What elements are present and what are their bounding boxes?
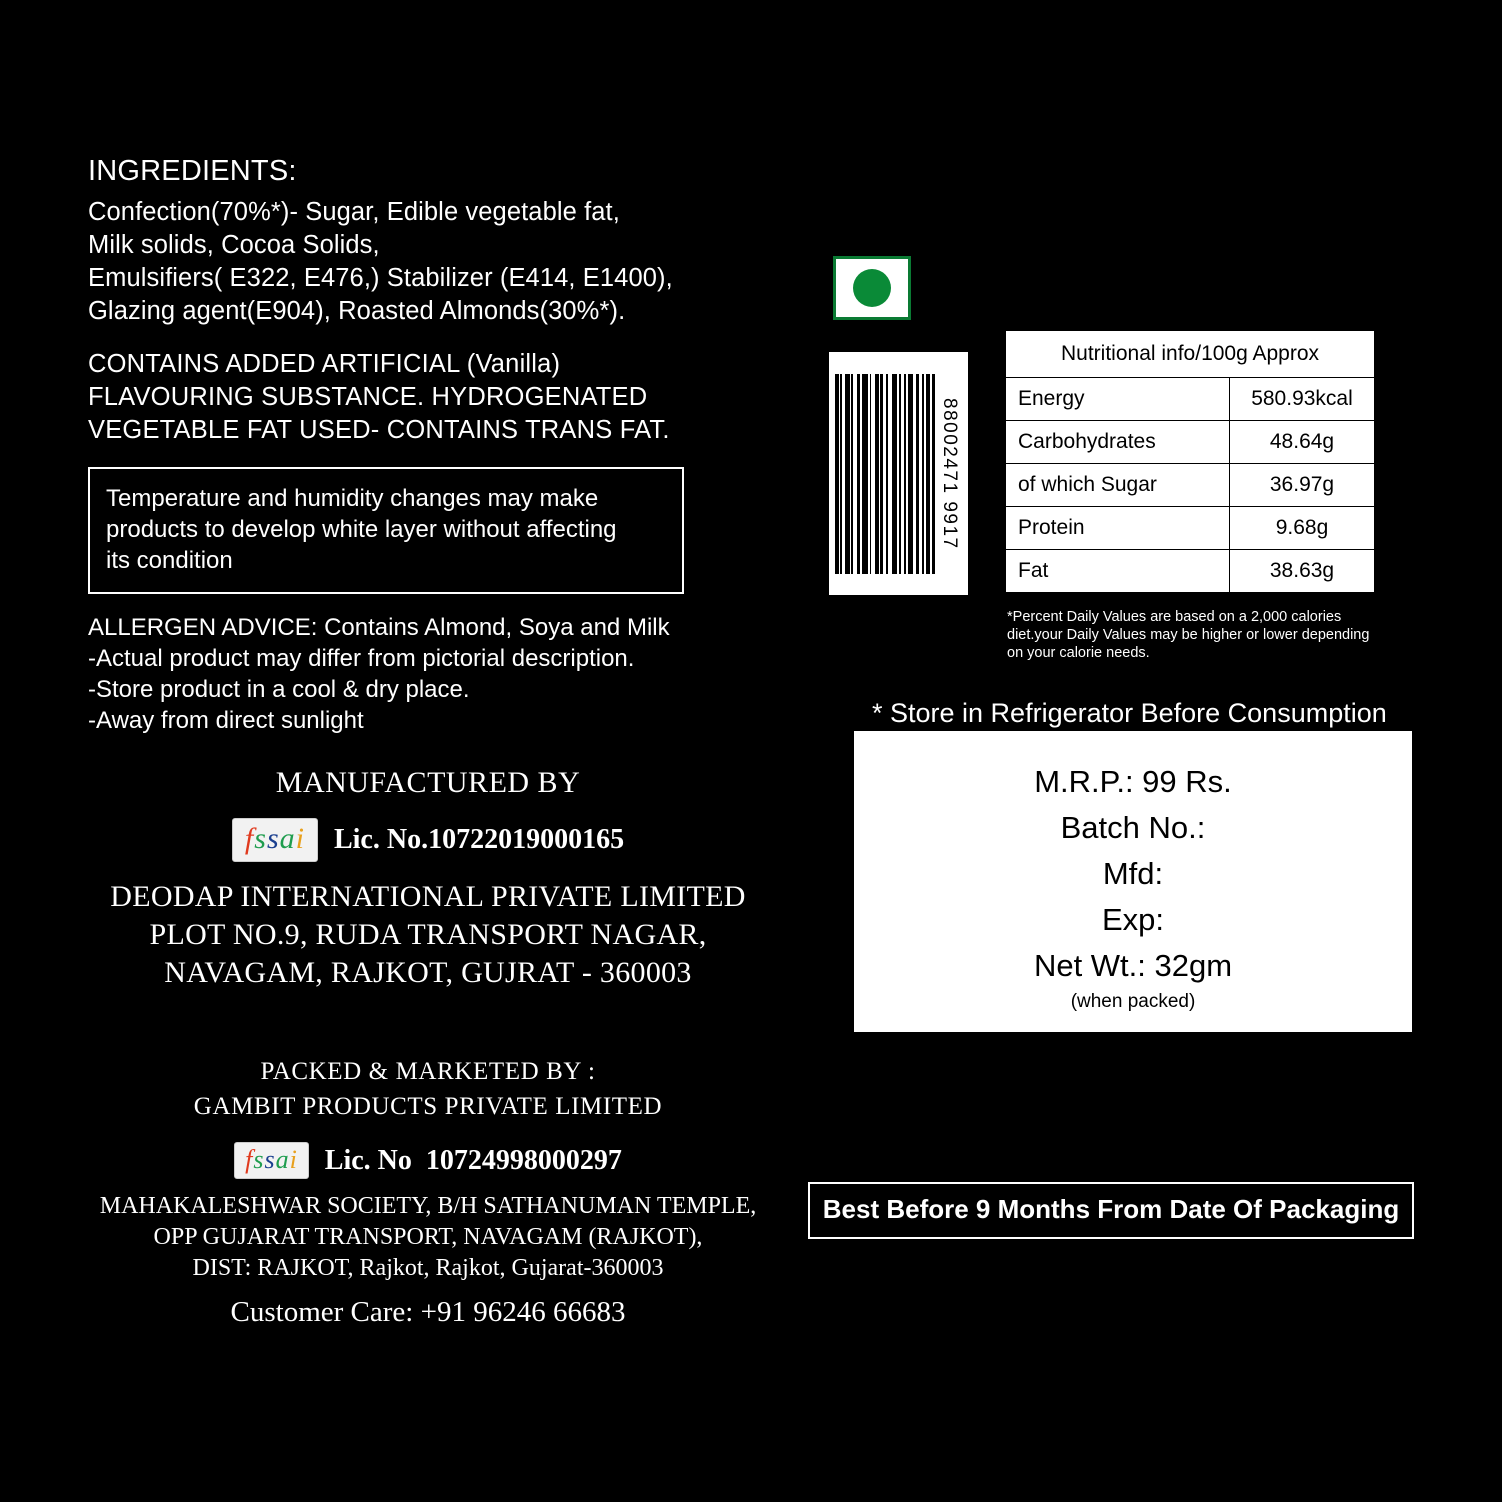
nutrition-table-header: Nutritional info/100g Approx (1006, 331, 1375, 378)
nutrition-footnote-line: on your calorie needs. (1007, 645, 1150, 661)
table-row (1006, 378, 1375, 421)
net-weight: Net Wt.: 32gm (1033, 948, 1233, 983)
mrp-value: M.R.P.: 99 Rs. (1034, 764, 1232, 799)
manufacturer-address-line: PLOT NO.9, RUDA TRANSPORT NAGAR, (149, 918, 707, 951)
storage-bullet: -Actual product may differ from pictorial description. (88, 645, 635, 672)
exp-date: Exp: (1101, 902, 1165, 937)
veg-dot-icon (853, 269, 891, 307)
temperature-notice-line: products to develop white layer without affecting (106, 516, 617, 543)
manufactured-by-title: MANUFACTURED BY (275, 766, 581, 799)
best-before-banner: Best Before 9 Months From Date Of Packaging (808, 1182, 1414, 1239)
marketer-address-line: DIST: RAJKOT, Rajkot, Rajkot, Gujarat-360003 (192, 1255, 664, 1281)
nutrition-value: 9.68g (1230, 507, 1375, 550)
marketer-address-line: OPP GUJARAT TRANSPORT, NAVAGAM (RAJKOT), (153, 1224, 703, 1250)
nutrition-label: Carbohydrates (1006, 421, 1230, 464)
marketer-address-line: MAHAKALESHWAR SOCIETY, B/H SATHANUMAN TEMPLE, (99, 1193, 757, 1219)
nutrition-label: Fat (1006, 550, 1230, 593)
barcode (829, 352, 968, 595)
customer-care: Customer Care: +91 96246 66683 (230, 1296, 626, 1328)
batch-number: Batch No.: (1060, 810, 1206, 845)
nutrition-footnote (1007, 608, 1382, 662)
marketer-address (88, 1191, 768, 1284)
manufacturer-address-line: NAVAGAM, RAJKOT, GUJRAT - 360003 (164, 956, 692, 989)
allergen-advice: ALLERGEN ADVICE: Contains Almond, Soya and Milk (88, 614, 670, 641)
table-row (1006, 507, 1375, 550)
table-row (1006, 331, 1375, 378)
when-packed-note: (when packed) (1070, 991, 1196, 1012)
temperature-notice-line: Temperature and humidity changes may make (106, 485, 599, 512)
store-refrigerator-note: * Store in Refrigerator Before Consumption (872, 698, 1387, 728)
nutrition-value: 580.93kcal (1230, 378, 1375, 421)
temperature-notice-box (88, 467, 684, 594)
contains-added-notice (88, 348, 788, 447)
marketer-name: GAMBIT PRODUCTS PRIVATE LIMITED (193, 1093, 663, 1120)
table-row (1006, 550, 1375, 593)
mfd-date: Mfd: (1102, 856, 1164, 891)
manufacturer-license-number: 10722019000165 (428, 824, 625, 855)
storage-bullet: -Away from direct sunlight (88, 707, 364, 734)
manufacturer-address (88, 878, 768, 992)
packed-marketed-title (88, 1054, 768, 1124)
veg-mark-icon (833, 256, 911, 320)
ingredients-line: Glazing agent(E904), Roasted Almonds(30%*). (88, 297, 626, 325)
packed-marketed-line: PACKED & MARKETED BY : (260, 1058, 596, 1085)
temperature-notice-line: its condition (106, 547, 233, 574)
nutrition-table (1005, 330, 1375, 593)
marketer-license-number: 10724998000297 (425, 1144, 622, 1176)
ingredients-line: Emulsifiers( E322, E476,) Stabilizer (E414, E1400), (88, 264, 673, 292)
nutrition-label: of which Sugar (1006, 464, 1230, 507)
product-info-panel (88, 155, 788, 1329)
nutrition-footnote-line: diet.your Daily Values may be higher or lower depending (1007, 627, 1370, 643)
table-row (1006, 464, 1375, 507)
fssai-logo-icon: fssai (234, 1142, 309, 1179)
manufacturer-address-line: DEODAP INTERNATIONAL PRIVATE LIMITED (110, 880, 746, 913)
marketer-license-label: Lic. No (324, 1144, 412, 1176)
fssai-logo-icon: fssai (232, 818, 318, 862)
nutrition-label: Protein (1006, 507, 1230, 550)
ingredients-line: Milk solids, Cocoa Solids, (88, 231, 380, 259)
contains-added-line: VEGETABLE FAT USED- CONTAINS TRANS FAT. (88, 416, 670, 444)
manufacturer-fssai-row (88, 818, 768, 862)
manufacturer-license (334, 824, 624, 856)
barcode-bars-icon (835, 374, 935, 574)
nutrition-value: 36.97g (1230, 464, 1375, 507)
nutrition-value: 38.63g (1230, 550, 1375, 593)
nutrition-value: 48.64g (1230, 421, 1375, 464)
ingredients-heading: INGREDIENTS: (88, 155, 297, 187)
contains-added-line: CONTAINS ADDED ARTIFICIAL (Vanilla) (88, 350, 561, 378)
table-row (1006, 421, 1375, 464)
contains-added-line: FLAVOURING SUBSTANCE. HYDROGENATED (88, 383, 648, 411)
storage-bullet: -Store product in a cool & dry place. (88, 676, 470, 703)
mrp-details-box (854, 731, 1412, 1032)
marketer-fssai-row (88, 1142, 768, 1179)
marketer-license (325, 1145, 622, 1177)
nutrition-label: Energy (1006, 378, 1230, 421)
barcode-number: 88002471 9917 (939, 397, 960, 550)
ingredients-line: Confection(70%*)- Sugar, Edible vegetable fat, (88, 198, 620, 226)
nutrition-footnote-line: *Percent Daily Values are based on a 2,000 calories (1007, 609, 1342, 625)
manufacturer-license-label: Lic. No. (333, 824, 429, 855)
